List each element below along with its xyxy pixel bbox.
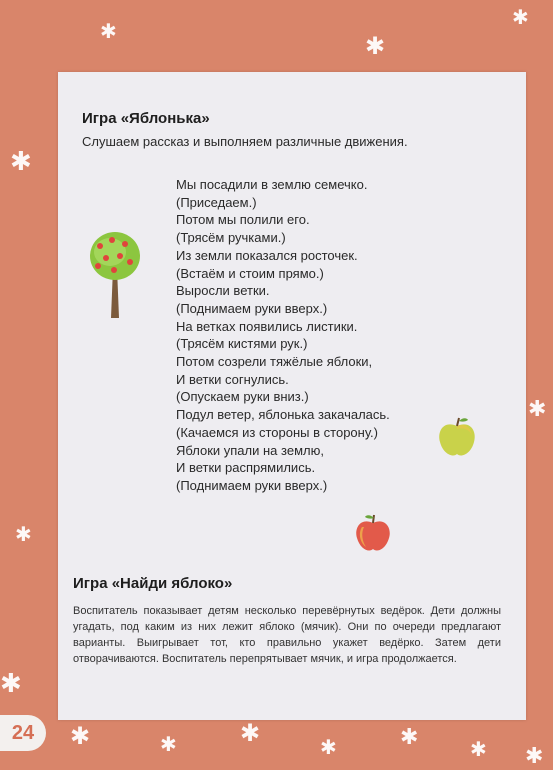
poem-line: Из земли показался росточек. xyxy=(176,247,358,263)
maple-leaf-icon: ✱ xyxy=(525,743,544,768)
maple-leaf-icon: ✱ xyxy=(512,7,529,29)
maple-leaf-icon: ✱ xyxy=(160,734,177,756)
poem-line: (Приседаем.) xyxy=(176,194,257,210)
poem-line: Яблоки упали на землю, xyxy=(176,442,324,458)
maple-leaf-icon: ✱ xyxy=(15,524,32,546)
poem-line: (Поднимаем руки вверх.) xyxy=(176,300,328,316)
maple-leaf-icon: ✱ xyxy=(400,724,419,749)
maple-leaf-icon: ✱ xyxy=(365,33,386,60)
game1-title: Игра «Яблонька» xyxy=(82,110,210,127)
poem-line: (Поднимаем руки вверх.) xyxy=(176,477,328,493)
maple-leaf-icon: ✱ xyxy=(100,21,117,43)
poem-line: И ветки согнулись. xyxy=(176,371,289,387)
game2-text: Воспитатель показывает детям несколько перевёрнутых ведёрок. Дети должны угадать, под каким из них лежит яблоко (мячик). Они по очереди предлагают варианты. Выигрывает тот, кто правильно укажет ведёрко. Затем дети отворачиваются. Воспитатель перепрятывает мячик, и игра продолжается. xyxy=(73,605,501,665)
poem-line: И ветки распрямились. xyxy=(176,460,316,476)
poem-line: (Опускаем руки вниз.) xyxy=(176,389,309,405)
game2-title: Игра «Найди яблоко» xyxy=(73,575,233,592)
poem-line: (Трясём кистями рук.) xyxy=(176,336,308,352)
maple-leaf-icon: ✱ xyxy=(320,737,337,759)
poem xyxy=(176,176,436,495)
poem-line: Выросли ветки. xyxy=(176,283,270,299)
poem-line: (Трясём ручками.) xyxy=(176,230,286,246)
page-number: 24 xyxy=(0,715,46,751)
poem-line: (Качаемся из стороны в сторону.) xyxy=(176,424,378,440)
poem-line: Потом мы полили его. xyxy=(176,212,310,228)
maple-leaf-icon: ✱ xyxy=(0,668,22,698)
apple-tree-icon xyxy=(88,228,142,320)
poem-line: Потом созрели тяжёлые яблоки, xyxy=(176,354,373,370)
maple-leaf-icon: ✱ xyxy=(70,723,91,750)
game1-subtitle: Слушаем рассказ и выполняем различные движения. xyxy=(82,134,408,149)
poem-line: Мы посадили в землю семечко. xyxy=(176,177,368,192)
maple-leaf-icon: ✱ xyxy=(470,739,487,761)
poem-line: (Встаём и стоим прямо.) xyxy=(176,265,324,281)
maple-leaf-icon: ✱ xyxy=(528,396,547,421)
maple-leaf-icon: ✱ xyxy=(10,146,32,176)
yellow-apple-icon xyxy=(437,416,477,458)
maple-leaf-icon: ✱ xyxy=(240,720,261,747)
red-apple-icon xyxy=(354,513,392,553)
poem-line: Подул ветер, яблонька закачалась. xyxy=(176,407,390,423)
poem-line: На ветках появились листики. xyxy=(176,318,358,334)
